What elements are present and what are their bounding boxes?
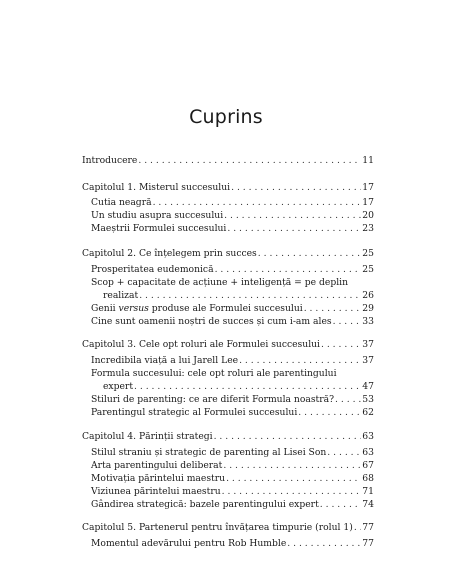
toc-entry-text: Capitolul 2. Ce înțelegem prin succes [82, 248, 257, 259]
toc-leader-dots [320, 499, 362, 511]
toc-section [91, 277, 374, 289]
toc-entry-page: 47 [362, 381, 374, 392]
toc-chapter-1 [82, 182, 374, 194]
toc-section [91, 210, 374, 222]
toc-entry-page: 17 [362, 182, 374, 193]
toc-leader-dots [333, 316, 362, 328]
toc-entry-text: Cutia neagră [91, 197, 152, 208]
toc-leader-dots [231, 182, 361, 194]
toc-section [91, 303, 374, 315]
toc-entry-page: 62 [362, 407, 374, 418]
toc-entry-page: 71 [362, 486, 374, 497]
toc-entry-page: 63 [362, 431, 374, 442]
toc-entry-text: Scop + capacitate de acțiune + inteligență = pe deplin [91, 277, 349, 288]
toc-entry-text: Maeștrii Formulei succesului [91, 223, 227, 234]
toc-entry-text: Capitolul 4. Părinții strategi [82, 431, 213, 442]
toc-chapter-4 [82, 431, 374, 443]
toc-chapter-3 [82, 339, 374, 351]
toc-leader-dots [258, 248, 362, 260]
toc-leader-dots [327, 447, 361, 459]
page-title: Cuprins [189, 106, 263, 128]
toc-leader-dots [139, 290, 361, 302]
toc-entry-text: expert [103, 381, 134, 392]
toc-entry-page: 67 [362, 460, 374, 471]
toc-entry-text: Motivația părintelui maestru [91, 473, 226, 484]
toc-section [91, 447, 374, 459]
toc-leader-dots [224, 210, 361, 222]
toc-section-continuation [103, 381, 374, 393]
toc-entry-page: 37 [362, 355, 374, 366]
toc-leader-dots [298, 407, 361, 419]
toc-entry-text: Capitolul 3. Cele opt roluri ale Formulei succesului [82, 339, 320, 350]
toc-leader-dots [227, 223, 361, 235]
toc-leader-dots [239, 355, 361, 367]
toc-entry-text: Introducere [82, 155, 138, 166]
toc-entry-text: realizat [103, 290, 139, 301]
toc-chapter-5 [82, 522, 374, 534]
toc-entry-text: Capitolul 1. Misterul succesului [82, 182, 231, 193]
toc-section [91, 368, 374, 380]
toc-section [91, 473, 374, 485]
toc-leader-dots [214, 431, 362, 443]
toc-leader-dots [138, 155, 361, 167]
toc-entry-text: Cine sunt oamenii noștri de succes și cum i-am ales [91, 316, 332, 327]
toc-entry-page: 20 [362, 210, 374, 221]
toc-entry-page: 17 [362, 197, 374, 208]
toc-entry-text: Capitolul 5. Partenerul pentru învățarea timpurie (rolul 1) [82, 522, 353, 533]
toc-entry-text: Viziunea părintelui maestru [91, 486, 221, 497]
toc-section [91, 407, 374, 419]
toc-leader-dots [223, 460, 361, 472]
toc-entry-text: Formula succesului: cele opt roluri ale parentingului [91, 368, 337, 379]
toc-leader-dots [304, 303, 362, 315]
toc-section [91, 197, 374, 209]
toc-leader-dots [222, 486, 362, 498]
toc-entry-text: Stiluri de parenting: ce are diferit Formula noastră? [91, 394, 335, 405]
toc-entry-text: Gândirea strategică: bazele parentingului expert [91, 499, 319, 510]
toc-section [91, 316, 374, 328]
toc-section [91, 538, 374, 550]
toc-leader-dots [134, 381, 361, 393]
toc-section-continuation [103, 290, 374, 302]
toc-leader-dots [153, 197, 362, 209]
toc-section [91, 499, 374, 511]
toc-leader-dots [335, 394, 361, 406]
toc-leader-dots [321, 339, 361, 351]
toc-section [91, 486, 374, 498]
toc-section [91, 460, 374, 472]
toc-entry-text: Stilul straniu și strategic de parenting al Lisei Son [91, 447, 327, 458]
toc-entry-text: Arta parentingului deliberat [91, 460, 223, 471]
toc-entry-page: 25 [362, 248, 374, 259]
toc-section [91, 264, 374, 276]
toc-section [91, 394, 374, 406]
toc-leader-dots [354, 522, 361, 534]
toc-leader-dots [287, 538, 361, 550]
toc-leader-dots [226, 473, 361, 485]
toc-entry-text: Momentul adevărului pentru Rob Humble [91, 538, 287, 549]
toc-chapter-2 [82, 248, 374, 260]
toc-entry-text: Genii versus produse ale Formulei succesului [91, 303, 303, 314]
toc-entry-page: 11 [362, 155, 374, 166]
toc-entry-page: 53 [362, 394, 374, 405]
toc-entry-page: 29 [362, 303, 374, 314]
toc-entry-text: Incredibila viață a lui Jarell Lee [91, 355, 239, 366]
toc-entry-page: 33 [362, 316, 374, 327]
toc-entry-page: 63 [362, 447, 374, 458]
toc-entry-page: 26 [362, 290, 374, 301]
toc-entry-text: Prosperitatea eudemonică [91, 264, 214, 275]
toc-entry-text: Un studiu asupra succesului [91, 210, 224, 221]
toc-entry-page: 68 [362, 473, 374, 484]
toc-section [91, 223, 374, 235]
toc-entry-page: 25 [362, 264, 374, 275]
toc-section [91, 355, 374, 367]
toc-leader-dots [215, 264, 362, 276]
toc-entry-text: Parentingul strategic al Formulei succesului [91, 407, 298, 418]
toc-entry-page: 37 [362, 339, 374, 350]
toc-entry-page: 74 [362, 499, 374, 510]
toc-entry-page: 77 [362, 522, 374, 533]
toc-entry-page: 77 [362, 538, 374, 549]
toc-entry-introducere [82, 155, 374, 167]
toc-entry-page: 23 [362, 223, 374, 234]
